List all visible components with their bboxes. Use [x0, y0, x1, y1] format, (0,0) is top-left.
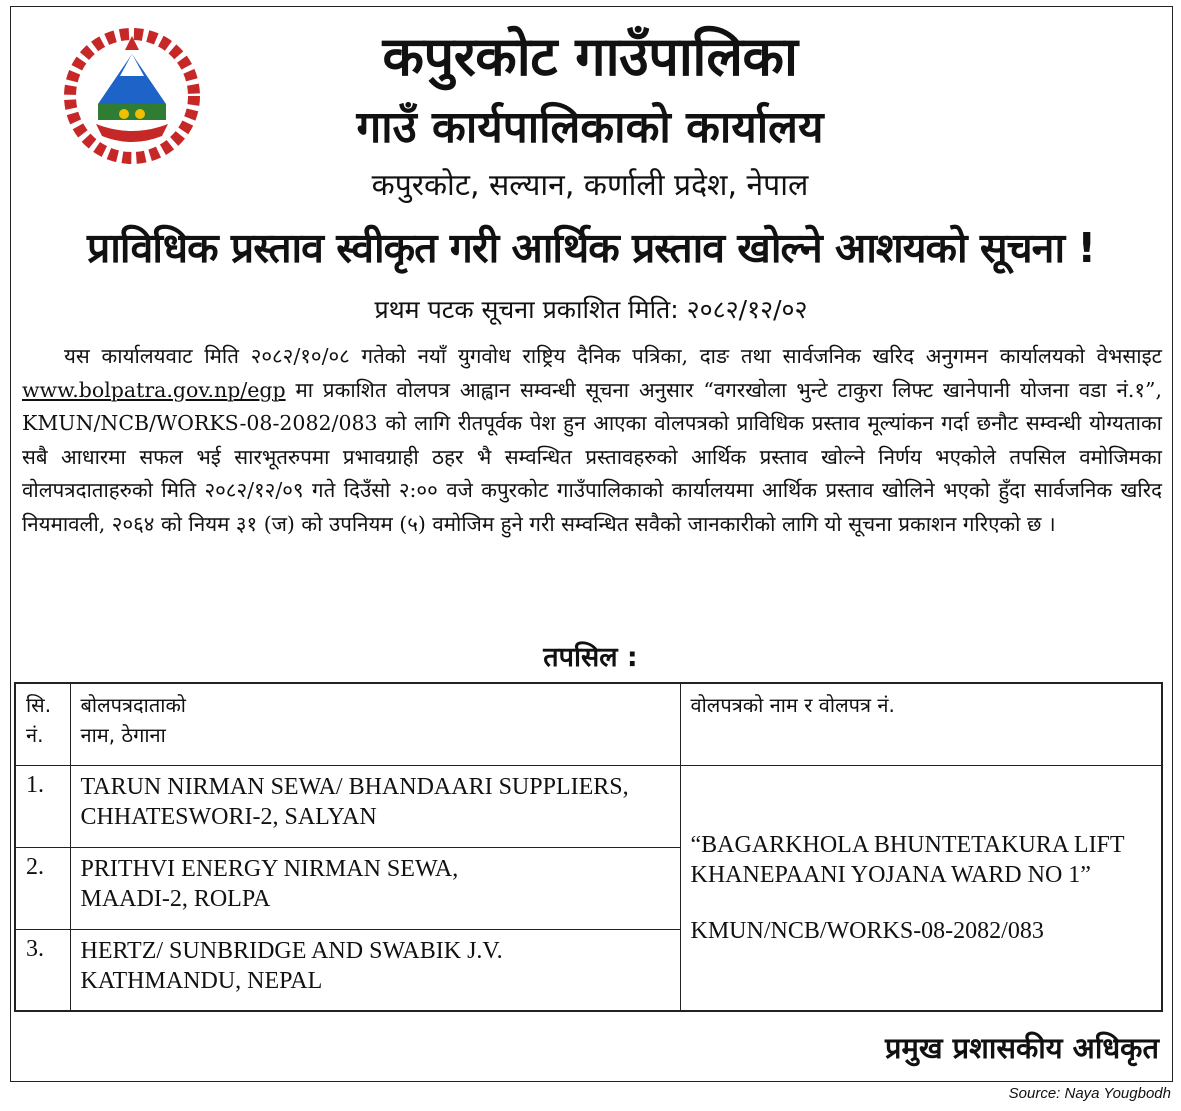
header-bidder-name-address: बोलपत्रदाताको नाम, ठेगाना [70, 683, 680, 765]
signatory-title: प्रमुख प्रशासकीय अधिकृत [884, 1031, 1159, 1065]
bidder-name: TARUN NIRMAN SEWA/ BHANDAARI SUPPLIERS, [80, 773, 629, 800]
notice-body-text-2: मा प्रकाशित वोलपत्र आह्वान सम्वन्धी सूचना अनुसार “वगरखोला भुन्टे टाकुरा लिफ्ट खानेपानी योजना वडा नं.१”, KMUN/NCB/WORKS-08-2082/083 को लागि रीतपूर्वक पेश हुन आएका वोलपत्रको प्राविधिक प्रस्ताव मूल्यांकन गर्दा छनौट सम्वन्धी योग्यताका सबै आधारमा सफल भई सारभूतरुपमा प्रभावग्राही ठहर भै सम्वन्धित प्रस्तावहरुको आर्थिक प्रस्ताव खोल्ने निर्णय भएकोले तपसिल वमोजिमका वोलपत्रदाताहरुको मिति २०८२/१२/०९ गते दिउँसो २:०० वजे कपुरकोट गाउँपालिकाको कार्यालयमा आर्थिक प्रस्ताव खोलिने भएको हुँदा सार्वजनिक खरिद नियमावली, २०६४ को नियम ३१ (ज) को उपनियम (५) वमोजिम हुने गरी सम्वन्धित सवैको जानकारीको लागि यो सूचना प्रकाशन गरिएको छ । [22, 377, 1162, 536]
source-credit: Source: Naya Yougbodh [1008, 1085, 1171, 1102]
contract-name-line1: “BAGARKHOLA BHUNTETAKURA LIFT [690, 831, 1125, 858]
row-serial-number: 1. [15, 765, 70, 847]
bidder-name: HERTZ/ SUNBRIDGE AND SWABIK J.V. [80, 937, 503, 964]
row-serial-number: 2. [15, 847, 70, 929]
bidder-address: CHHATESWORI-2, SALYAN [80, 803, 377, 830]
notice-heading: प्राविधिक प्रस्ताव स्वीकृत गरी आर्थिक प्रस्ताव खोल्ने आशयको सूचना ! [86, 224, 1096, 272]
office-title: गाउँ कार्यपालिकाको कार्यालय [356, 102, 824, 153]
municipality-title: कपुरकोट गाउँपालिका [382, 25, 798, 88]
header-serial-number: सि. नं. [15, 683, 70, 765]
table-row [15, 765, 1162, 847]
nepal-government-emblem-icon [62, 26, 202, 166]
contract-number: KMUN/NCB/WORKS-08-2082/083 [690, 917, 1044, 944]
row-serial-number: 3. [15, 929, 70, 1011]
header-contract-name-number: वोलपत्रको नाम र वोलपत्र नं. [680, 683, 1162, 765]
bidder-address: KATHMANDU, NEPAL [80, 967, 323, 994]
bidder-name: PRITHVI ENERGY NIRMAN SEWA, [80, 855, 459, 882]
bidder-cell [70, 847, 680, 929]
bidder-address: MAADI-2, ROLPA [80, 885, 271, 912]
table-header-row [15, 683, 1162, 765]
schedule-label: तपसिल : [543, 642, 638, 673]
bidders-table [14, 682, 1163, 1012]
notice-body [22, 340, 1162, 541]
bidder-cell [70, 929, 680, 1011]
bolpatra-website-link[interactable]: www.bolpatra.gov.np/egp [22, 377, 286, 402]
publication-date: प्रथम पटक सूचना प्रकाशित मिति: २०८२/१२/०२ [374, 295, 808, 324]
contract-cell [680, 765, 1162, 1011]
bidder-cell [70, 765, 680, 847]
contract-name-line2: KHANEPAANI YOJANA WARD NO 1” [690, 861, 1091, 888]
notice-body-text-1: यस कार्यालयवाट मिति २०८२/१०/०८ गतेको नयाँ युगवोध राष्ट्रिय दैनिक पत्रिका, दाङ तथा सार्वजनिक खरिद अनुगमन कार्यालयको वेभसाइट [64, 344, 1162, 368]
office-address: कपुरकोट, सल्यान, कर्णाली प्रदेश, नेपाल [371, 168, 809, 203]
